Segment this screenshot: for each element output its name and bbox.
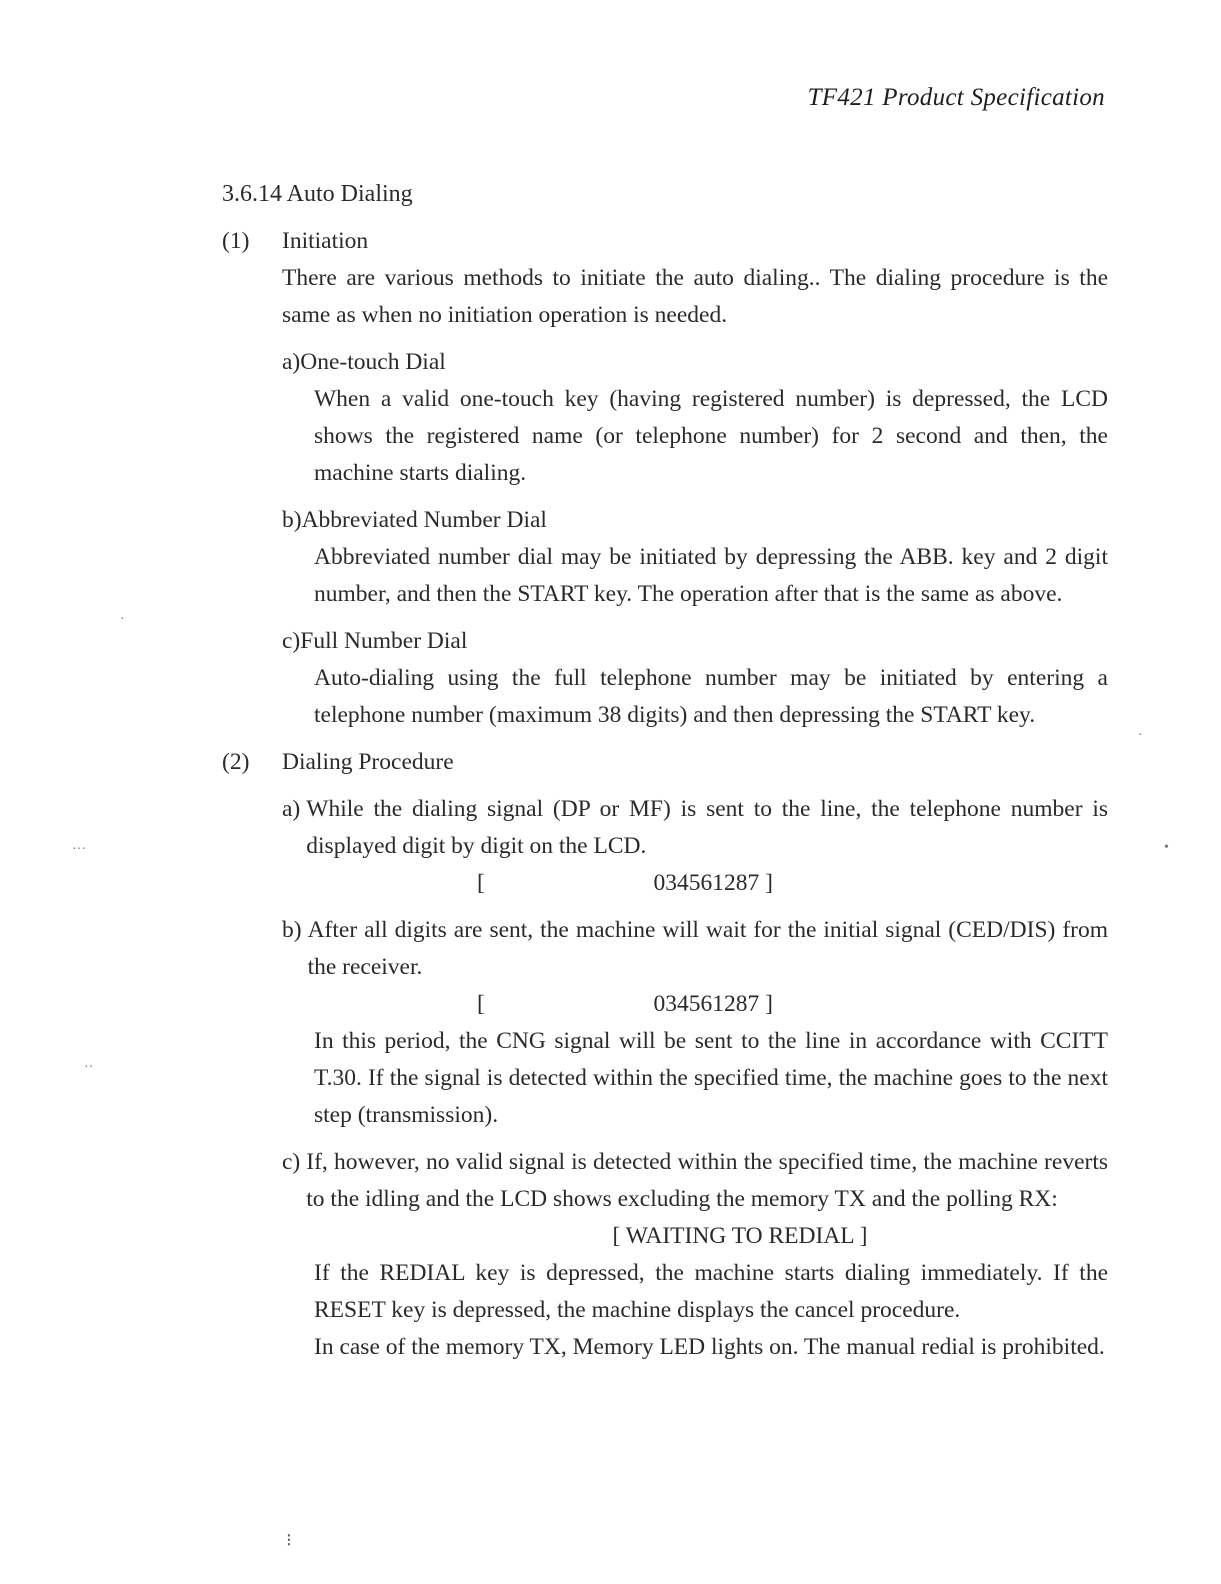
item-letter: a) — [282, 796, 301, 822]
procedure-item-a — [282, 791, 1108, 902]
lcd-display: [ WAITING TO REDIAL ] — [612, 1223, 868, 1249]
procedure-item-b — [282, 912, 1108, 1134]
scan-speck: ·· — [84, 1060, 94, 1075]
item-letter: a) — [282, 349, 301, 375]
page-header: TF421 Product Specification — [807, 84, 1105, 111]
section-title: 3.6.14 Auto Dialing — [222, 181, 413, 207]
document-body — [222, 176, 1108, 1366]
lcd-value: 034561287 ] — [653, 870, 773, 896]
item-letter: c) — [282, 1149, 301, 1175]
lcd-bracket: [ — [477, 870, 485, 896]
lcd-value: 034561287 ] — [653, 991, 773, 1017]
item-text: If, however, no valid signal is detected within the specified time, the machine reverts to the idling and the LCD shows excluding the memory TX and the polling RX: — [306, 1149, 1108, 1212]
lcd-bracket: [ — [477, 991, 485, 1017]
item-text: When a valid one-touch key (having registered number) is depressed, the LCD shows the registered name (or telephone number) for 2 second and then, the machine starts dialing. — [314, 386, 1108, 486]
lcd-display — [477, 986, 773, 1023]
item-title: Abbreviated Number Dial — [301, 507, 547, 533]
item-letter: b) — [282, 507, 302, 533]
initiation-heading: Initiation — [282, 228, 369, 254]
scan-speck: · — [1138, 728, 1143, 743]
scan-speck: ··· — [72, 842, 86, 857]
item-text-continued: If the REDIAL key is depressed, the machine starts dialing immediately. If the RESET key is depressed, the machine displays the cancel procedure. — [314, 1260, 1108, 1323]
initiation-item-abbreviated — [282, 502, 1108, 613]
item-letter: b) — [282, 917, 302, 943]
scan-mark: ⁝ — [286, 1530, 292, 1550]
initiation-item-full-number — [282, 623, 1108, 734]
scan-speck: · — [120, 612, 125, 627]
item-letter: c) — [282, 628, 301, 654]
item-text: Auto-dialing using the full telephone number may be initiated by entering a telephone number (maximum 38 digits) and then depressing the START key. — [314, 665, 1108, 728]
initiation-item-one-touch — [282, 344, 1108, 492]
lcd-display — [477, 865, 773, 902]
item-text: After all digits are sent, the machine will wait for the initial signal (CED/DIS) from the receiver. — [307, 917, 1108, 980]
item-text: While the dialing signal (DP or MF) is sent to the line, the telephone number is displayed digit by digit on the LCD. — [306, 796, 1108, 859]
item-text: Abbreviated number dial may be initiated by depressing the ABB. key and 2 digit number, and then the START key. The operation after that is the same as above. — [314, 544, 1108, 607]
item-title: One-touch Dial — [300, 349, 446, 375]
item-title: Full Number Dial — [300, 628, 468, 654]
initiation-number: (1) — [222, 228, 250, 254]
procedure-section — [222, 744, 1108, 781]
procedure-item-c — [282, 1144, 1108, 1366]
scan-speck: • — [1164, 840, 1169, 855]
procedure-heading: Dialing Procedure — [282, 749, 454, 775]
procedure-number: (2) — [222, 749, 250, 775]
initiation-intro: There are various methods to initiate the auto dialing.. The dialing procedure is the same as when no initiation operation is needed. — [282, 265, 1108, 328]
item-text-continued: In this period, the CNG signal will be sent to the line in accordance with CCITT T.30. If the signal is detected within the specified time, the machine goes to the next step (transmission). — [314, 1028, 1108, 1128]
initiation-section — [222, 223, 1108, 334]
item-text-continued: In case of the memory TX, Memory LED lights on. The manual redial is prohibited. — [314, 1334, 1105, 1360]
